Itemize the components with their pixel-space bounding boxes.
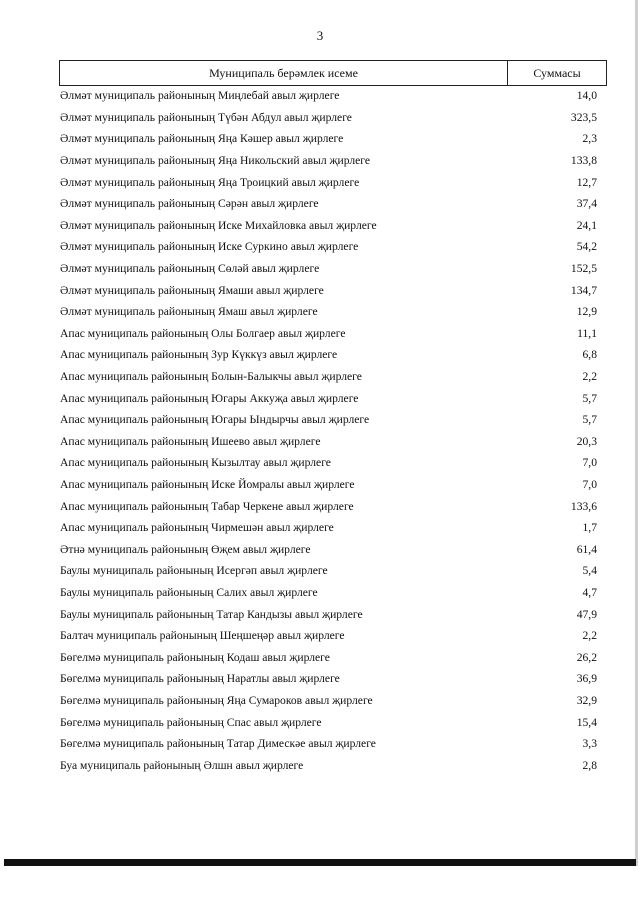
amount: 2,3 bbox=[582, 132, 597, 146]
municipality-name: Бөгелмә муниципаль районының Татар Димескәе авыл җирлеге bbox=[60, 737, 376, 751]
table-row bbox=[60, 646, 597, 668]
amount: 36,9 bbox=[576, 672, 597, 686]
table-header bbox=[59, 60, 607, 86]
amount: 2,8 bbox=[582, 758, 597, 772]
amount: 6,8 bbox=[582, 348, 597, 362]
amount: 47,9 bbox=[576, 607, 597, 621]
table-row bbox=[60, 625, 597, 647]
amount: 133,8 bbox=[570, 154, 597, 168]
scan-bottom-bar bbox=[4, 859, 636, 866]
municipality-name: Әлмәт муниципаль районының Иске Михайловка авыл җирлеге bbox=[60, 218, 377, 232]
municipality-name: Баулы муниципаль районының Исергәп авыл җирлеге bbox=[60, 564, 328, 578]
amount: 323,5 bbox=[570, 110, 597, 124]
municipality-name: Балтач муниципаль районының Шеңшеңәр авыл җирлеге bbox=[60, 629, 345, 643]
table-row bbox=[60, 344, 597, 366]
table-row bbox=[60, 668, 597, 690]
table-row bbox=[60, 215, 597, 237]
amount: 61,4 bbox=[576, 542, 597, 556]
amount: 11,1 bbox=[577, 326, 597, 340]
table-row bbox=[60, 431, 597, 453]
amount: 32,9 bbox=[576, 693, 597, 707]
table-row bbox=[60, 236, 597, 258]
table-row bbox=[60, 323, 597, 345]
municipality-name: Апас муниципаль районының Кызылтау авыл җирлеге bbox=[60, 456, 331, 470]
table-row bbox=[60, 279, 597, 301]
municipality-name: Буа муниципаль районының Әлшн авыл җирлеге bbox=[60, 758, 304, 772]
table-row bbox=[60, 754, 597, 776]
table-row bbox=[60, 582, 597, 604]
table-row bbox=[60, 733, 597, 755]
amount: 12,9 bbox=[576, 305, 597, 319]
table-row bbox=[60, 690, 597, 712]
header-municipality-name: Муниципаль берәмлек исеме bbox=[60, 61, 508, 85]
table-row bbox=[60, 193, 597, 215]
table-row bbox=[60, 517, 597, 539]
municipality-name: Әлмәт муниципаль районының Ямаш авыл җирлеге bbox=[60, 305, 318, 319]
table-row bbox=[60, 85, 597, 107]
amount: 2,2 bbox=[582, 629, 597, 643]
amount: 14,0 bbox=[576, 89, 597, 103]
amount: 20,3 bbox=[576, 434, 597, 448]
amount: 3,3 bbox=[582, 737, 597, 751]
municipality-name: Апас муниципаль районының Болын-Балыкчы авыл җирлеге bbox=[60, 370, 362, 384]
municipality-name: Бөгелмә муниципаль районының Наратлы авыл җирлеге bbox=[60, 672, 340, 686]
municipality-name: Апас муниципаль районының Югары Аккуҗа авыл җирлеге bbox=[60, 391, 359, 405]
municipality-name: Бөгелмә муниципаль районының Кодаш авыл җирлеге bbox=[60, 650, 330, 664]
table-row bbox=[60, 560, 597, 582]
amount: 5,7 bbox=[582, 391, 597, 405]
amount: 134,7 bbox=[570, 283, 597, 297]
municipality-name: Апас муниципаль районының Зур Күккүз авыл җирлеге bbox=[60, 348, 338, 362]
table-row bbox=[60, 603, 597, 625]
municipality-name: Бөгелмә муниципаль районының Спас авыл җирлеге bbox=[60, 715, 322, 729]
header-sum: Суммасы bbox=[533, 65, 581, 80]
table-row bbox=[60, 495, 597, 517]
table-row bbox=[60, 387, 597, 409]
table-row bbox=[60, 474, 597, 496]
amount: 2,2 bbox=[582, 370, 597, 384]
amount: 7,0 bbox=[582, 456, 597, 470]
municipality-name: Әлмәт муниципаль районының Сәрән авыл җирлеге bbox=[60, 197, 319, 211]
municipality-name: Әлмәт муниципаль районының Иске Суркино авыл җирлеге bbox=[60, 240, 359, 254]
amount: 7,0 bbox=[582, 477, 597, 491]
table-row bbox=[60, 128, 597, 150]
municipality-name: Апас муниципаль районының Табар Черкене авыл җирлеге bbox=[60, 499, 354, 513]
amount: 5,4 bbox=[582, 564, 597, 578]
table-row bbox=[60, 366, 597, 388]
municipality-name: Апас муниципаль районының Ишеево авыл җирлеге bbox=[60, 434, 321, 448]
amount: 1,7 bbox=[582, 521, 597, 535]
amount: 24,1 bbox=[576, 218, 597, 232]
municipality-name: Әлмәт муниципаль районының Яңа Кәшер авыл җирлеге bbox=[60, 132, 344, 146]
scan-edge bbox=[635, 0, 638, 866]
table-row bbox=[60, 452, 597, 474]
amount: 152,5 bbox=[570, 262, 597, 276]
amount: 54,2 bbox=[576, 240, 597, 254]
table-row bbox=[60, 171, 597, 193]
table-row bbox=[60, 150, 597, 172]
municipality-name: Әлмәт муниципаль районының Ямаши авыл җирлеге bbox=[60, 283, 324, 297]
municipality-name: Әлмәт муниципаль районының Яңа Троицкий авыл җирлеге bbox=[60, 175, 360, 189]
table-body bbox=[60, 85, 597, 776]
municipality-name: Апас муниципаль районының Иске Йомралы авыл җирлеге bbox=[60, 477, 355, 491]
table-row bbox=[60, 107, 597, 129]
municipality-name: Бөгелмә муниципаль районының Яңа Сумароков авыл җирлеге bbox=[60, 693, 373, 707]
municipality-name: Әтнә муниципаль районының Өҗем авыл җирлеге bbox=[60, 542, 311, 556]
amount: 12,7 bbox=[576, 175, 597, 189]
page-number: 3 bbox=[316, 28, 324, 43]
table-row bbox=[60, 711, 597, 733]
amount: 26,2 bbox=[576, 650, 597, 664]
amount: 4,7 bbox=[582, 585, 597, 599]
table-row bbox=[60, 538, 597, 560]
table-row bbox=[60, 409, 597, 431]
municipality-name: Әлмәт муниципаль районының Миңлебай авыл җирлеге bbox=[60, 89, 340, 103]
municipality-name: Әлмәт муниципаль районының Сөләй авыл җирлеге bbox=[60, 262, 320, 276]
table-row bbox=[60, 301, 597, 323]
municipality-name: Әлмәт муниципаль районының Яңа Никольский авыл җирлеге bbox=[60, 154, 371, 168]
municipality-name: Апас муниципаль районының Югары Ындырчы авыл җирлеге bbox=[60, 413, 370, 427]
amount: 15,4 bbox=[576, 715, 597, 729]
amount: 37,4 bbox=[576, 197, 597, 211]
amount: 5,7 bbox=[582, 413, 597, 427]
municipality-name: Апас муниципаль районының Чирмешән авыл җирлеге bbox=[60, 521, 334, 535]
municipality-name: Баулы муниципаль районының Татар Кандызы авыл җирлеге bbox=[60, 607, 363, 621]
table-row bbox=[60, 258, 597, 280]
municipality-name: Апас муниципаль районының Олы Болгаер авыл җирлеге bbox=[60, 326, 346, 340]
municipality-name: Әлмәт муниципаль районының Түбән Абдул авыл җирлеге bbox=[60, 110, 352, 124]
amount: 133,6 bbox=[570, 499, 597, 513]
municipality-name: Баулы муниципаль районының Салих авыл җирлеге bbox=[60, 585, 318, 599]
